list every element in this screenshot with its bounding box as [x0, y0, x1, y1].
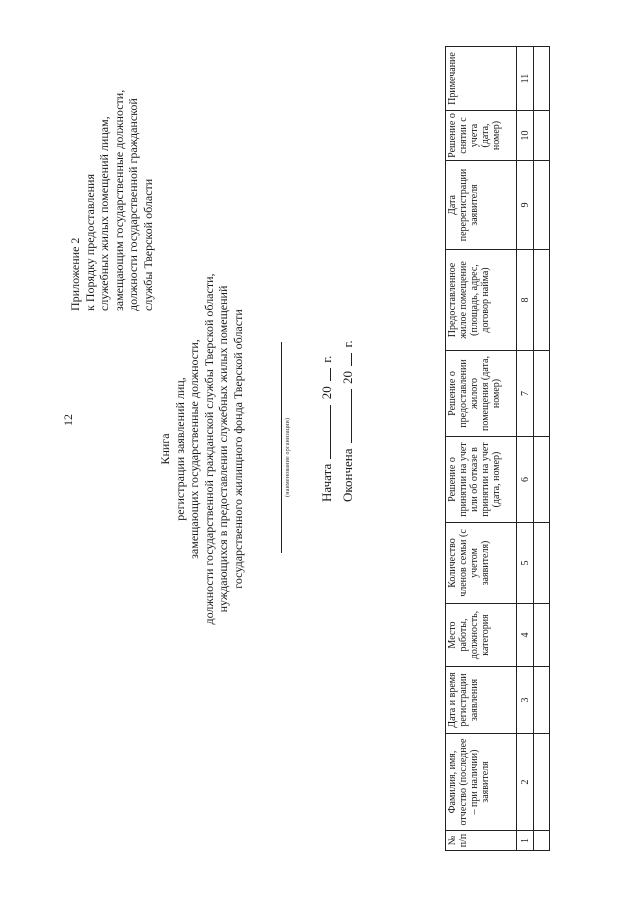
column-header: Фамилия, имя, отчество (последнее – при наличии) заявителя: [446, 734, 517, 831]
table-cell: [534, 250, 550, 351]
column-header: Решение о снятии с учета (дата, номер): [446, 111, 517, 161]
page-number: 12: [61, 414, 75, 426]
started-year-suffix: г.: [319, 355, 334, 363]
column-number: 6: [517, 437, 534, 523]
document-title: [158, 159, 245, 739]
ended-year-prefix: 20: [340, 370, 355, 384]
table-cell: [534, 161, 550, 250]
column-header: № п/п: [446, 831, 517, 851]
table-cell: [534, 831, 550, 851]
table-cell: [534, 351, 550, 437]
ended-year-suffix: г.: [340, 340, 355, 348]
table-cell: [534, 734, 550, 831]
ended-date-blank: [340, 389, 352, 443]
table-cell: [534, 523, 550, 604]
appendix-line: замещающим государственные должности,: [111, 89, 126, 311]
appendix-line: Приложение 2: [68, 237, 82, 311]
table-cell: [534, 604, 550, 667]
column-header: Место работы, должность, категория: [446, 604, 517, 667]
table-cell: [534, 667, 550, 734]
table-cell: [534, 111, 550, 161]
appendix-line: служебных жилых помещений лицам,: [97, 116, 111, 311]
started-year-blank: [319, 368, 331, 381]
column-header: Предоставленное жилое помещение (площадь, адрес, договор найма): [446, 250, 517, 351]
column-header: Количество членов семьи (с учетом заявителя): [446, 523, 517, 604]
title-line: государственного жилищного фонда Тверской области: [230, 309, 245, 589]
table-cell: [534, 47, 550, 111]
started-row: [319, 356, 335, 502]
column-number: 3: [517, 667, 534, 734]
table-header-row: [446, 47, 517, 851]
column-number: 5: [517, 523, 534, 604]
column-number: 2: [517, 734, 534, 831]
appendix-line: службы Тверской области: [140, 178, 155, 311]
column-header: Решение о принятии на учет или об отказе в принятии на учет (дата, номер): [446, 437, 517, 523]
appendix-header: [68, 90, 155, 311]
registration-table: [445, 46, 550, 851]
column-number: 1: [517, 831, 534, 851]
appendix-line: к Порядку предоставления: [82, 173, 97, 311]
table-row: [534, 47, 550, 851]
column-number: 9: [517, 161, 534, 250]
column-number: 7: [517, 351, 534, 437]
title-line: должности государственной гражданской службы Тверской области,: [201, 273, 216, 625]
column-number-row: [517, 47, 534, 851]
title-line: Книга: [158, 433, 172, 465]
column-header: Дата перерегистрации заявителя: [446, 161, 517, 250]
organization-caption: (наименование организации): [285, 417, 291, 497]
column-header: Решение о предоставлении жилого помещения (дата, номер): [446, 351, 517, 437]
appendix-line: должности государственной гражданской: [126, 98, 140, 311]
column-number: 4: [517, 604, 534, 667]
title-line: нуждающихся в предоставлении служебных жилых помещений: [216, 285, 230, 613]
ended-year-blank: [340, 353, 352, 366]
started-year-prefix: 20: [319, 386, 334, 400]
column-header: Примечание: [446, 47, 517, 111]
title-line: регистрации заявлений лиц,: [172, 377, 187, 521]
started-label: Начата: [319, 463, 334, 502]
title-line: замещающих государственные должности,: [187, 339, 201, 559]
ended-row: [340, 340, 356, 502]
ended-label: Окончена: [340, 448, 355, 502]
column-number: 11: [517, 47, 534, 111]
landscape-sheet: [40, 33, 560, 869]
organization-name-line: [281, 342, 282, 553]
column-number: 8: [517, 250, 534, 351]
started-date-blank: [319, 405, 331, 459]
table-cell: [534, 437, 550, 523]
registration-table-wrapper: [445, 47, 547, 851]
column-header: Дата и время регистрации заявления: [446, 667, 517, 734]
column-number: 10: [517, 111, 534, 161]
